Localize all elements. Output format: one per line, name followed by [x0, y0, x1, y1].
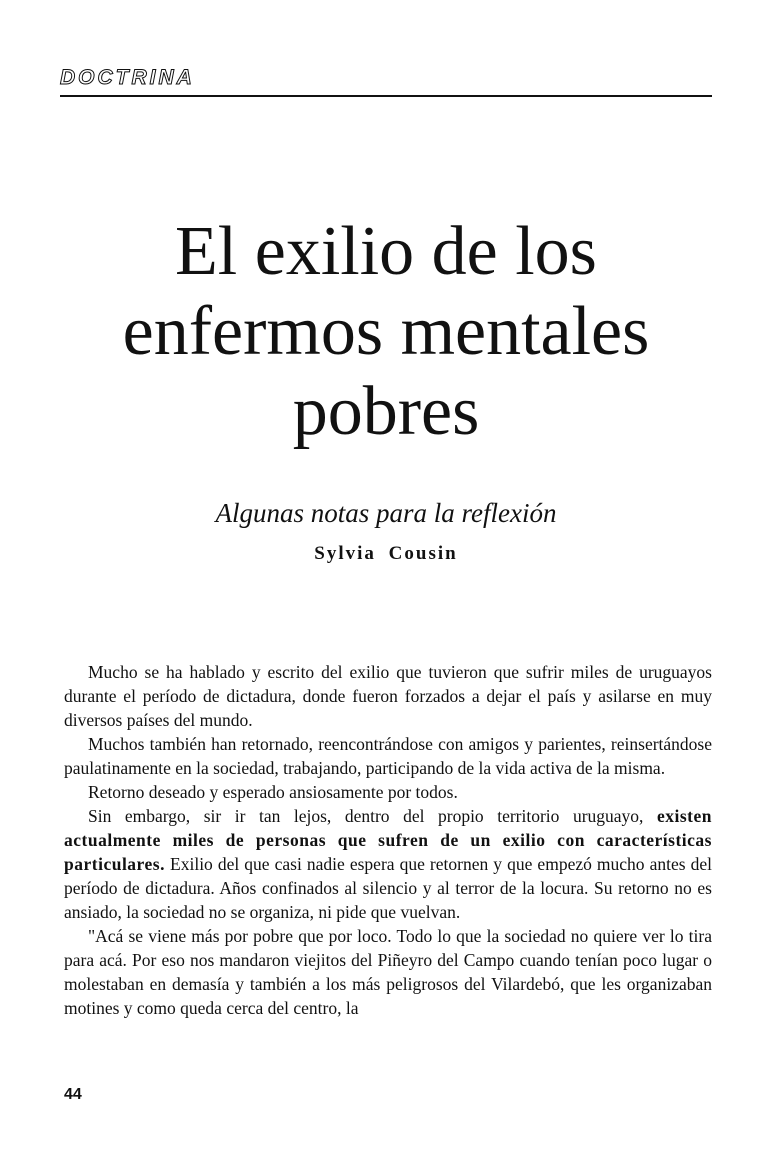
header-rule — [60, 95, 712, 97]
title-line-2: enfermos mentales — [122, 293, 650, 370]
section-header: DOCTRINA — [60, 66, 195, 89]
paragraph-text: Exilio del que casi nadie espera que retornen y que empezó mucho antes del período de dictadura. Años confinados al silencio y al terror de la locura. Su retorno no es ansiado, la sociedad no se organiza, ni pide que vuelvan. — [64, 854, 712, 922]
title-line-1: El exilio de los — [175, 213, 597, 290]
article-title — [60, 212, 712, 452]
paragraph: "Acá se viene más por pobre que por loco. Todo lo que la sociedad no quiere ver lo tira para acá. Por eso nos mandaron viejitos del Piñeyro del Campo cuando tenían poco lugar o molestaban en demasía y también a los más peligrosos del Vilardebó, que les organizaban motines y como queda cerca del centro, la — [64, 926, 712, 1018]
paragraph: Retorno deseado y esperado ansiosamente por todos. — [88, 782, 458, 802]
article-subtitle: Algunas notas para la reflexión — [215, 498, 557, 528]
paragraph: Muchos también han retornado, reencontrándose con amigos y parientes, reinsertándose paulatinamente en la sociedad, trabajando, participando de la vida activa de la misma. — [64, 734, 712, 778]
article-body — [64, 660, 712, 1020]
paragraph — [64, 804, 712, 924]
paragraph-text: Sin embargo, sir ir tan lejos, dentro del propio territorio uruguayo, — [88, 806, 657, 826]
paragraph: Mucho se ha hablado y escrito del exilio que tuvieron que sufrir miles de uruguayos durante el período de dictadura, donde fueron forzados a dejar el país y asilarse en muy diversos países del mundo. — [64, 662, 712, 730]
title-line-3: pobres — [292, 373, 480, 450]
author-name: Sylvia Cousin — [314, 543, 458, 564]
page-number: 44 — [64, 1086, 82, 1103]
emphasized-text: existen actualmente miles de personas que sufren de un exilio con características particulares. — [64, 806, 712, 874]
